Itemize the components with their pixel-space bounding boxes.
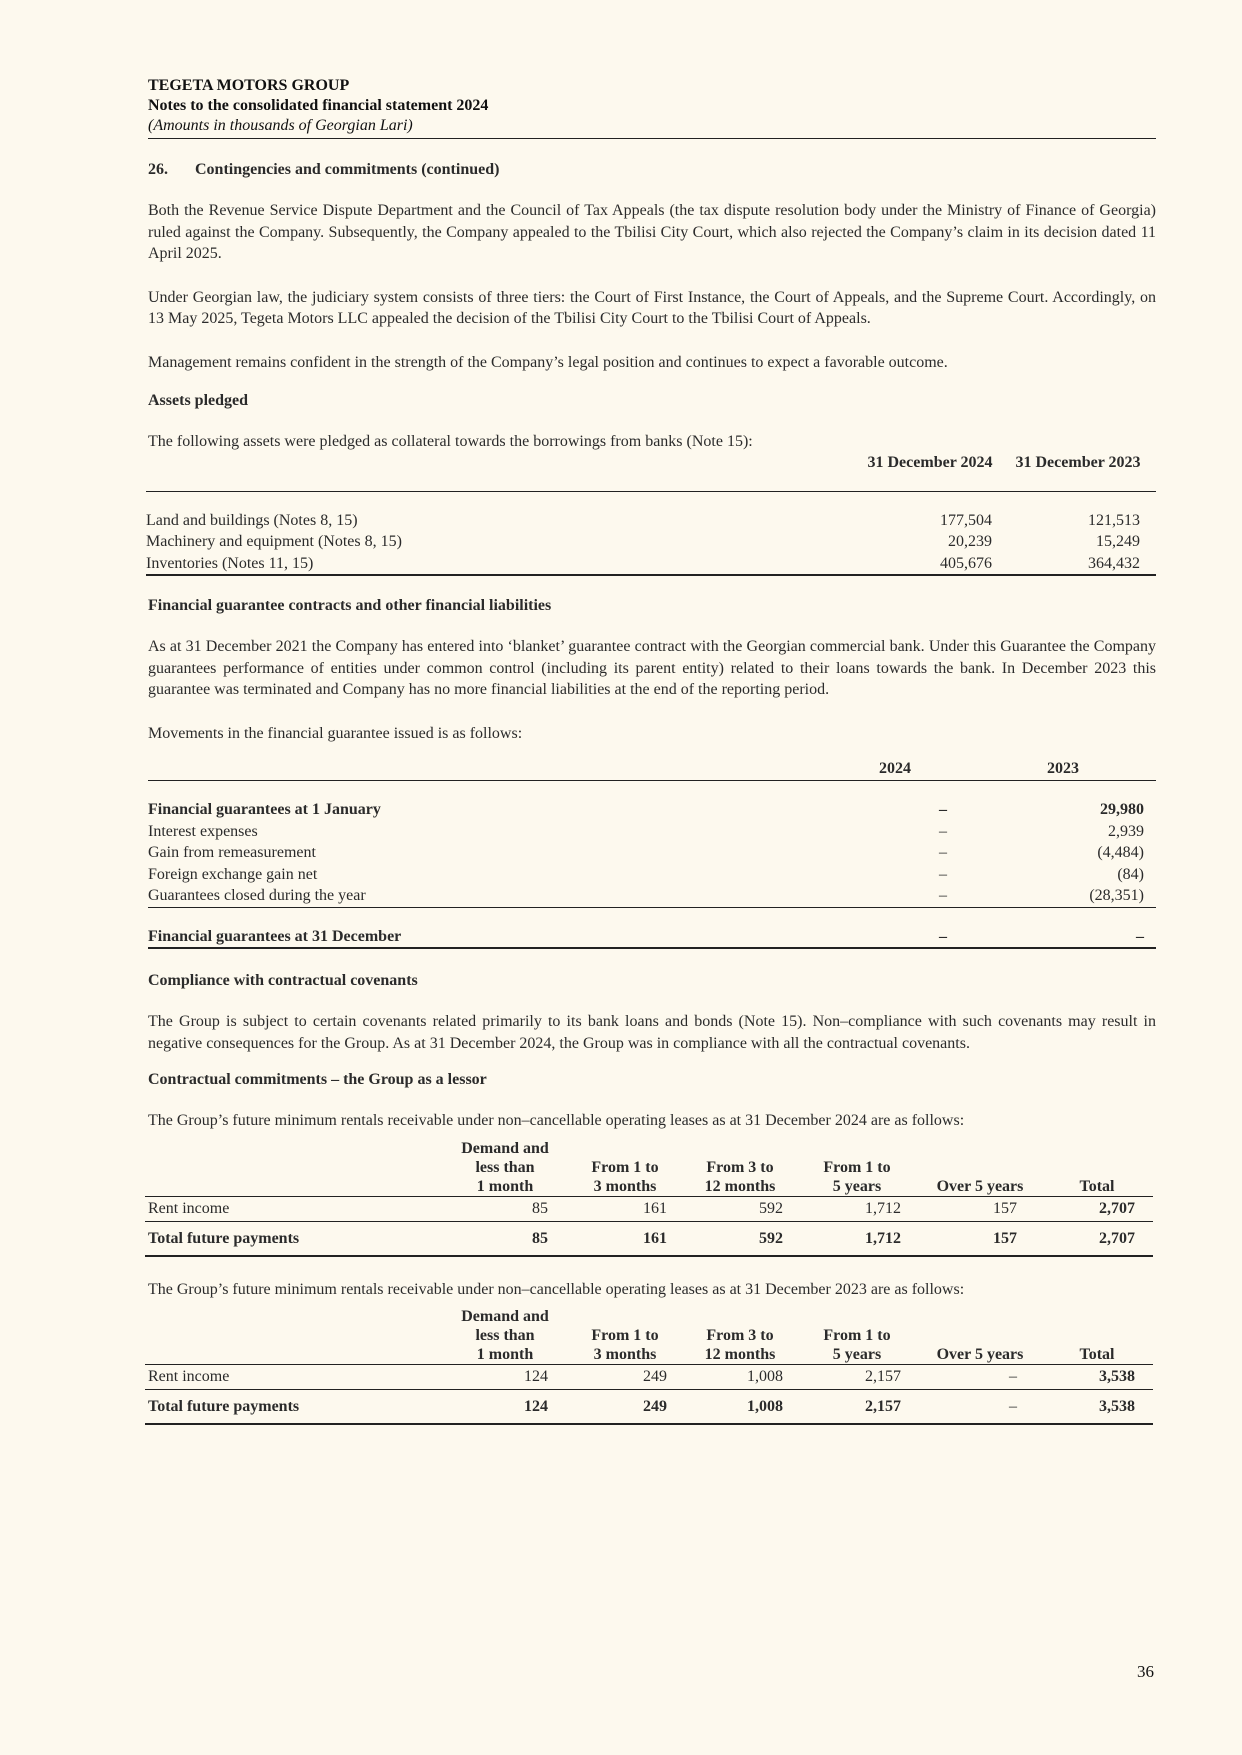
table-row [148,885,1156,907]
header-line: From 3 to [706,1327,774,1344]
header-line: 12 months [704,1177,776,1195]
value-demand: 124 [524,1368,548,1385]
value-2024: 405,676 [940,554,992,572]
value-2023: 121,513 [1088,511,1140,529]
value-total: 2,707 [1099,1199,1135,1217]
column-header-3-12-months [690,1158,790,1196]
value-over-5-years: 157 [993,1229,1017,1247]
row-label: Financial guarantees at 1 January [148,801,381,818]
value-2023: (84) [1117,865,1144,883]
header-line: 3 months [593,1346,657,1363]
value-2023: (28,351) [1089,887,1144,904]
table-bottom-rule [145,1423,1153,1425]
value-over-5-years: – [1009,1398,1017,1415]
value-1-5-years: 1,712 [865,1199,901,1217]
value-2023: 364,432 [1088,554,1140,572]
value-2024: – [939,844,947,861]
row-label: Gain from remeasurement [148,844,316,861]
row-label: Total future payments [148,1229,300,1247]
value-2024: – [939,865,947,883]
row-label: Financial guarantees at 31 December [148,927,402,945]
header-line: From 1 to [823,1158,891,1176]
value-total: 3,538 [1099,1368,1135,1385]
value-1-5-years: 2,157 [865,1398,901,1415]
lease-table-2024 [145,1139,1153,1257]
value-2024: – [939,801,947,818]
header-line: 5 years [832,1177,882,1195]
page-content [148,76,1156,1425]
assets-pledged-intro: The following assets were pledged as collateral towards the borrowings from banks (Note 15): [148,433,753,450]
company-name: TEGETA MOTORS GROUP [148,77,350,94]
page-number: 36 [1137,1662,1154,1681]
header-line: From 1 to [823,1327,891,1344]
column-header-over-5-years: Over 5 years [936,1177,1024,1195]
value-3-12-months: 1,008 [747,1368,783,1385]
paragraph-management: Management remains confident in the strength of the Company’s legal position and continues to expect a favorable outcome. [148,353,948,371]
column-header-demand [450,1307,560,1364]
table-header [145,1139,1153,1196]
value-3-12-months: 1,008 [747,1398,783,1415]
header-line: 5 years [832,1346,882,1363]
table-row [146,531,1156,553]
section-title: Contingencies and commitments (continued) [195,161,500,178]
value-1-3-months: 249 [643,1368,667,1385]
column-header-3-12-months [690,1326,790,1364]
column-header-total: Total [1079,1346,1115,1363]
value-1-3-months: 161 [643,1229,667,1247]
value-demand: 124 [524,1398,548,1415]
column-header-2024: 2024 [879,760,911,777]
table-bottom-rule [146,574,1156,576]
lease-2024-intro: The Group’s future minimum rentals receivable under non–cancellable operating leases as at 31 December 2024 are as follows: [148,1112,965,1129]
section-heading [148,160,1156,180]
header-line: From 1 to [591,1158,659,1176]
assets-pledged-table [146,453,1156,577]
value-3-12-months: 592 [759,1199,783,1217]
row-label: Rent income [148,1199,230,1217]
row-label: Interest expenses [148,822,258,840]
column-header-demand [450,1139,560,1196]
covenants-paragraph: The Group is subject to certain covenants related primarily to its bank loans and bonds (Note 15). Non–compliance with such covenants may result in negative consequences for the Group. As at 31 December 2024, the Group was in compliance with all the contractual covenants. [148,1013,1156,1052]
value-1-3-months: 249 [643,1398,667,1415]
statement-title: Notes to the consolidated financial statement 2024 [148,97,489,114]
value-total: 2,707 [1099,1229,1135,1247]
row-label: Foreign exchange gain net [148,865,318,883]
value-1-5-years: 2,157 [865,1368,901,1385]
header-line: less than [475,1327,535,1344]
header-line: less than [475,1158,535,1176]
column-header-1-3-months [575,1158,675,1196]
value-2023: 2,939 [1108,822,1144,840]
column-header-over-5-years: Over 5 years [936,1346,1024,1363]
table-total-row [145,1390,1153,1423]
table-row [148,799,1156,821]
column-header-1-5-years [807,1326,907,1364]
header-line: 1 month [476,1177,534,1195]
row-label: Inventories (Notes 11, 15) [146,554,314,572]
value-3-12-months: 592 [759,1229,783,1247]
table-bottom-rule [145,1255,1153,1257]
value-1-3-months: 161 [643,1199,667,1217]
guarantee-movements-table [148,760,1156,949]
table-total-row [145,1222,1153,1255]
header-line: 12 months [704,1346,776,1363]
row-label: Land and buildings (Notes 8, 15) [146,511,358,529]
column-header-1-5-years [807,1158,907,1196]
table-header [148,760,1156,780]
value-2024: 177,504 [940,511,992,529]
page-header [148,76,1156,139]
column-header-2023: 31 December 2023 [1015,453,1141,471]
header-rule [148,138,1156,139]
header-line: Demand and [461,1308,549,1325]
header-line: 1 month [476,1346,534,1363]
table-row [145,1365,1153,1389]
header-line: From 3 to [706,1158,774,1176]
table-total-row [148,926,1156,948]
value-2023: – [1136,927,1144,945]
row-label: Guarantees closed during the year [148,887,366,904]
value-demand: 85 [532,1199,548,1217]
table-row [148,842,1156,864]
column-header-1-3-months [575,1326,675,1364]
row-label: Machinery and equipment (Notes 8, 15) [146,533,402,550]
movements-intro: Movements in the financial guarantee issued is as follows: [148,724,523,742]
covenants-heading: Compliance with contractual covenants [148,972,418,989]
column-header-2024: 31 December 2024 [867,453,993,471]
value-1-5-years: 1,712 [865,1229,901,1247]
header-line: From 1 to [591,1327,659,1344]
value-total: 3,538 [1099,1398,1135,1415]
value-over-5-years: 157 [993,1199,1017,1217]
table-header [146,453,1156,491]
units-note: (Amounts in thousands of Georgian Lari) [148,117,413,134]
lessor-heading: Contractual commitments – the Group as a lessor [148,1071,487,1088]
paragraph-judiciary: Under Georgian law, the judiciary system consists of three tiers: the Court of First Instance, the Court of Appeals, and the Supreme Court. Accordingly, on 13 May 2025, Tegeta Motors LLC appealed the decision of the Tbilisi City Court to the Tbilisi Court of Appeals. [148,288,1156,327]
table-row [145,1197,1153,1221]
table-header [145,1308,1153,1364]
financial-guarantees-heading: Financial guarantee contracts and other financial liabilities [148,597,552,614]
value-2023: (4,484) [1097,844,1144,861]
value-over-5-years: – [1009,1368,1017,1385]
row-label: Total future payments [148,1398,300,1415]
table-row [148,864,1156,886]
value-2023: 29,980 [1100,801,1144,818]
header-line: 3 months [593,1177,657,1195]
value-2024: – [939,887,947,904]
table-row [146,553,1156,575]
paragraph-tax-appeals: Both the Revenue Service Dispute Department and the Council of Tax Appeals (the tax dispute resolution body under the Ministry of Finance of Georgia) ruled against the Company. Subsequently, the Company appealed to the Tbilisi City Court, which also rejected the Company’s claim in its decision dated 11 April 2025. [148,202,1156,262]
value-demand: 85 [532,1229,548,1247]
header-line: Demand and [461,1139,549,1157]
value-2023: 15,249 [1096,533,1140,550]
row-label: Rent income [148,1368,230,1385]
table-row [146,510,1156,532]
financial-guarantees-paragraph: As at 31 December 2021 the Company has entered into ‘blanket’ guarantee contract with the Georgian commercial bank. Under this Guarantee the Company guarantees performance of entities under common control (including its parent entity) related to their loans towards the bank. In December 2023 this guarantee was terminated and Company has no more financial liabilities at the end of the reporting period. [148,638,1156,698]
value-2024: – [939,822,947,840]
column-header-2023: 2023 [1047,760,1079,777]
value-2024: 20,239 [948,533,992,550]
lease-table-2023 [145,1308,1153,1425]
assets-pledged-heading: Assets pledged [148,392,249,409]
section-number: 26. [148,161,168,178]
table-bottom-rule [148,947,1156,949]
value-2024: – [939,927,947,945]
column-header-total: Total [1079,1177,1115,1195]
table-row [148,821,1156,843]
lease-2023-intro: The Group’s future minimum rentals receivable under non–cancellable operating leases as at 31 December 2023 are as follows: [148,1280,965,1298]
